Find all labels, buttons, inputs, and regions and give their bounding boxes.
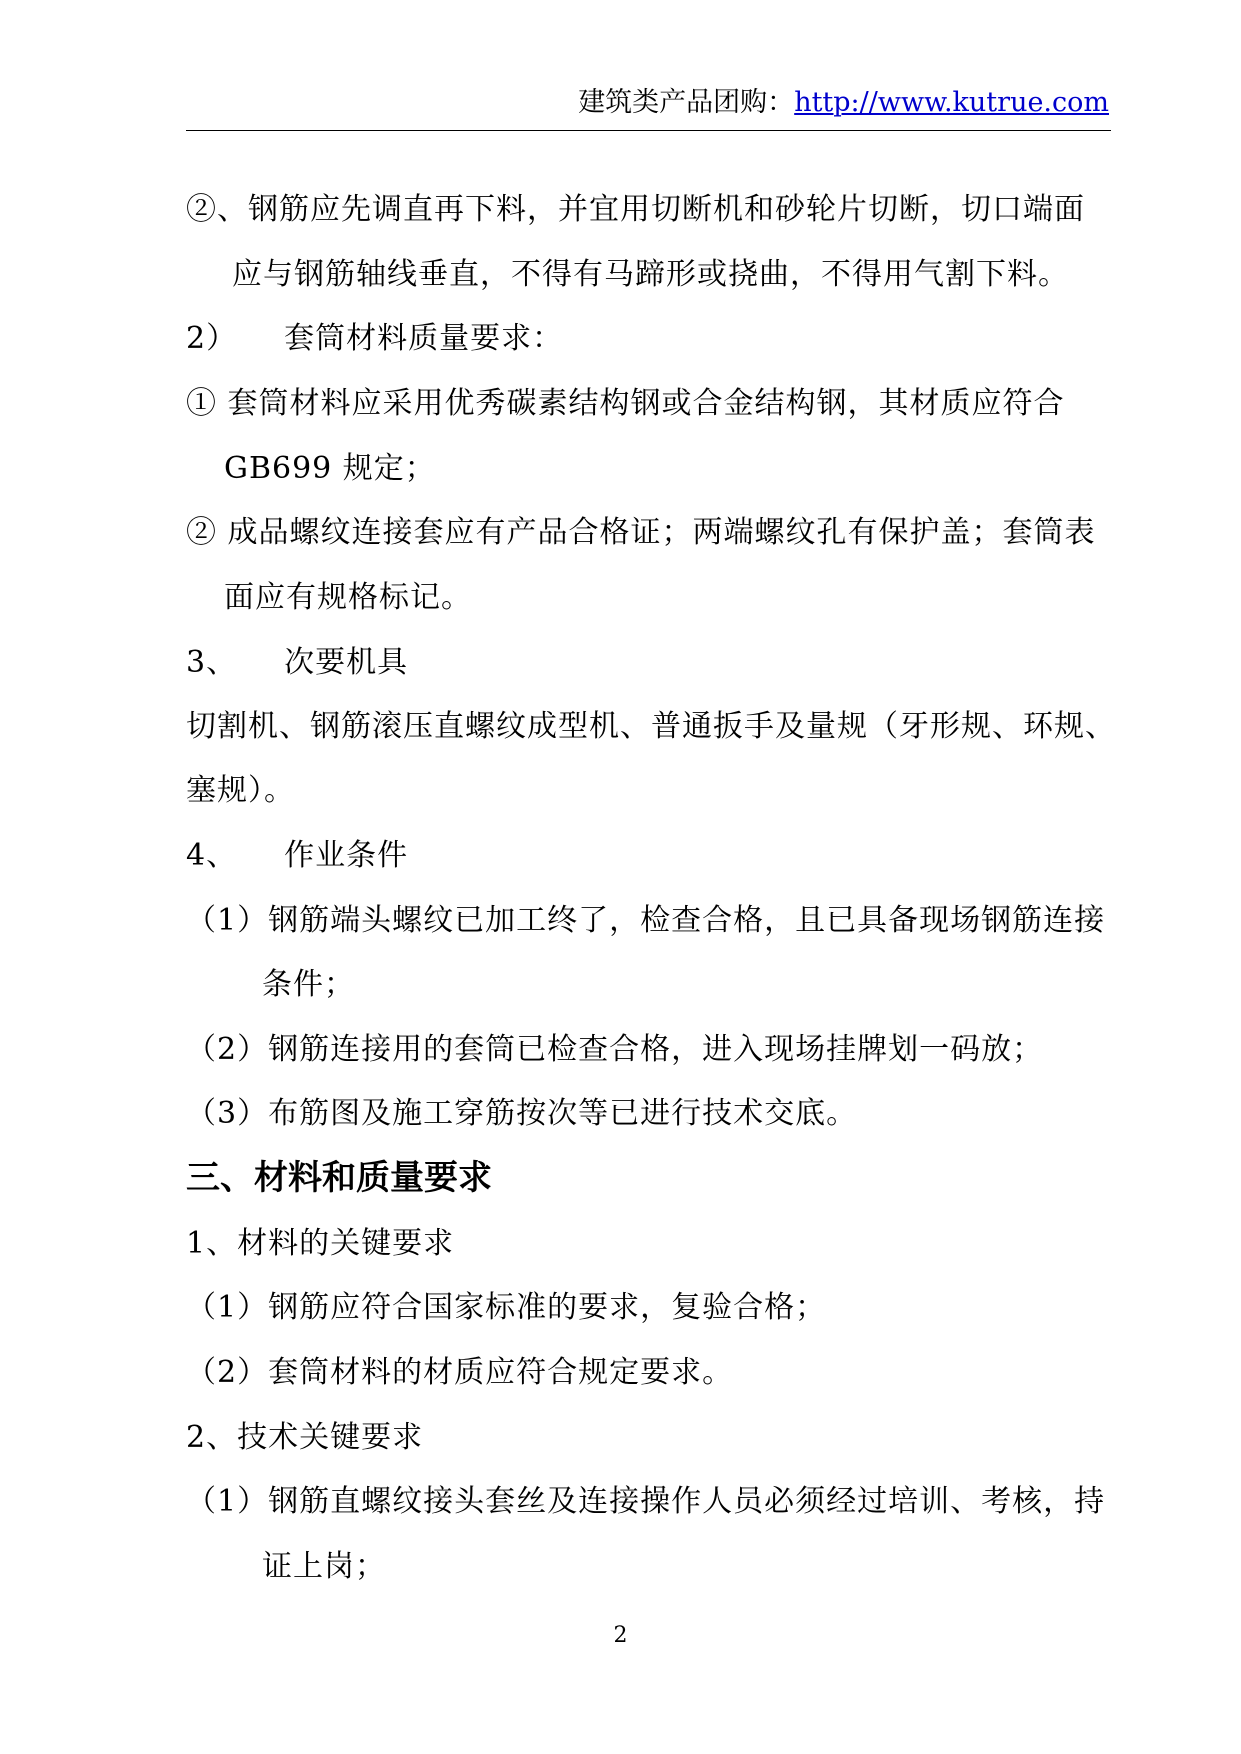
- header-label: 建筑类产品团购：: [578, 87, 795, 118]
- body-line: ②、钢筋应先调直再下料，并宜用切断机和砂轮片切断，切口端面: [186, 192, 1085, 227]
- page-number: 2: [613, 1623, 628, 1648]
- body-line: 条件；: [262, 967, 355, 1002]
- body-line: （1）钢筋直螺纹接头套丝及连接操作人员必须经过培训、考核，持: [186, 1484, 1106, 1519]
- body-line: 1、材料的关键要求: [186, 1226, 455, 1261]
- body-line: 塞规）。: [186, 773, 295, 808]
- body-line: 证上岗；: [262, 1549, 386, 1584]
- body-line: 2） 套筒材料质量要求：: [186, 321, 564, 356]
- body-line: （2）套筒材料的材质应符合规定要求。: [186, 1355, 734, 1390]
- body-line: （1）钢筋应符合国家标准的要求，复验合格；: [186, 1290, 827, 1325]
- body-line: （3）布筋图及施工穿筋按次等已进行技术交底。: [186, 1096, 858, 1131]
- body-line: （2）钢筋连接用的套筒已检查合格，进入现场挂牌划一码放；: [186, 1032, 1044, 1067]
- body-line: GB699 规定；: [224, 451, 436, 486]
- body-line: ① 套筒材料应采用优秀碳素结构钢或合金结构钢，其材质应符合: [186, 386, 1065, 421]
- body-line: 2、技术关键要求: [186, 1420, 424, 1455]
- body-line: 面应有规格标记。: [224, 580, 472, 615]
- page-header: [578, 86, 1109, 120]
- body-line: ② 成品螺纹连接套应有产品合格证；两端螺纹孔有保护盖；套筒表: [186, 515, 1096, 550]
- header-divider: [186, 130, 1111, 131]
- body-line: 4、 作业条件: [186, 838, 409, 873]
- body-line: 应与钢筋轴线垂直，不得有马蹄形或挠曲，不得用气割下料。: [232, 257, 1069, 292]
- body-line: 3、 次要机具: [186, 645, 409, 680]
- section-heading: 三、材料和质量要求: [186, 1158, 492, 1198]
- body-line: （1）钢筋端头螺纹已加工终了，检查合格，且已具备现场钢筋连接: [186, 903, 1106, 938]
- body-line: 切割机、钢筋滚压直螺纹成型机、普通扳手及量规（牙形规、环规、: [186, 709, 1116, 744]
- header-link[interactable]: http://www.kutrue.com: [794, 87, 1109, 118]
